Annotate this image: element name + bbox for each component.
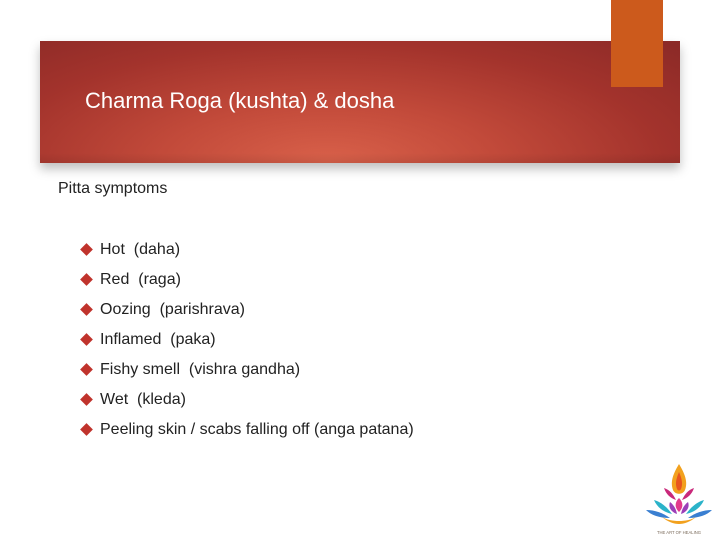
logo-caption: THE ART OF HEALING (656, 530, 702, 535)
list-item (80, 240, 414, 270)
bullet-list (80, 240, 414, 450)
bullet-text: Fishy smell (vishra gandha) (100, 361, 301, 378)
list-item (80, 360, 414, 390)
bullet-text: Wet (kleda) (100, 391, 186, 408)
bullet-text: Red (raga) (100, 271, 181, 288)
diamond-bullet-icon (80, 423, 93, 436)
diamond-bullet-icon (80, 303, 93, 316)
diamond-bullet-icon (80, 243, 93, 256)
subheading: Pitta symptoms (58, 180, 168, 197)
list-item (80, 270, 414, 300)
diamond-bullet-icon (80, 273, 93, 286)
lotus-flame-logo-icon (640, 462, 718, 540)
slide-title: Charma Roga (kushta) & dosha (85, 88, 395, 113)
list-item (80, 300, 414, 330)
list-item (80, 390, 414, 420)
diamond-bullet-icon (80, 363, 93, 376)
bullet-text: Oozing (parishrava) (100, 301, 245, 318)
accent-tab (611, 0, 663, 87)
diamond-bullet-icon (80, 333, 93, 346)
bullet-text: Hot (daha) (100, 241, 181, 258)
list-item (80, 420, 414, 450)
bullet-text: Peeling skin / scabs falling off (anga patana) (100, 421, 414, 438)
bullet-text: Inflamed (paka) (100, 331, 216, 348)
list-item (80, 330, 414, 360)
diamond-bullet-icon (80, 393, 93, 406)
